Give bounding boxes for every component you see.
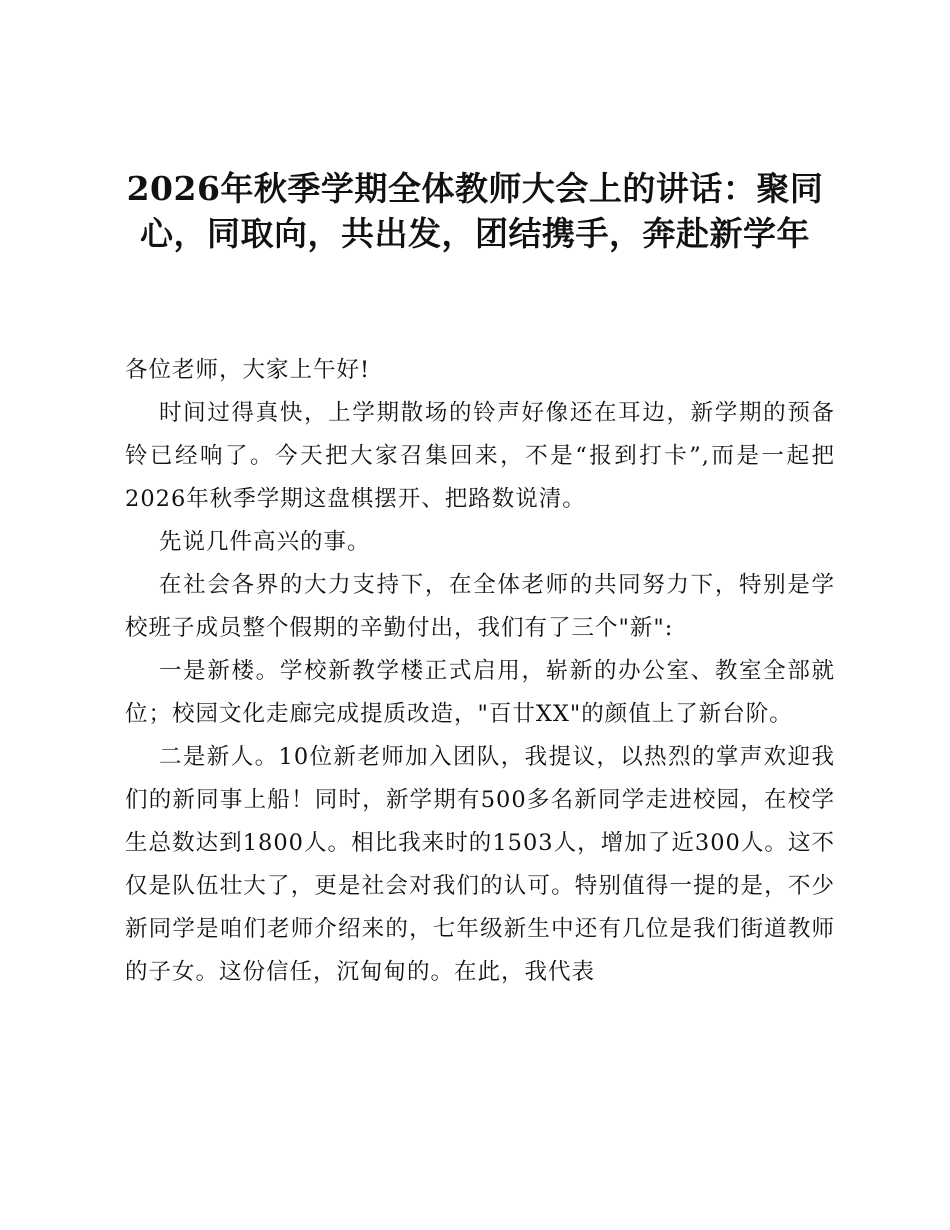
title-line-1: 2026年秋季学期全体教师大会上的讲话：聚同: [126, 169, 824, 208]
document-body: [125, 349, 835, 994]
title-line-2: 心，同取向，共出发，团结携手，奔赴新学年: [140, 214, 810, 253]
paragraph: 在社会各界的大力支持下，在全体老师的共同努力下，特别是学校班子成员整个假期的辛勤付出，我们有了三个"新":: [125, 572, 835, 641]
paragraph: 先说几件高兴的事。: [159, 529, 371, 555]
document-title: [110, 166, 840, 256]
paragraph: 一是新楼。学校新教学楼正式启用，崭新的办公室、教室全部就位；校园文化走廊完成提质改造，"百廿XX"的颜值上了新台阶。: [125, 658, 835, 727]
greeting: 各位老师，大家上午好!: [125, 357, 371, 383]
paragraph: 时间过得真快，上学期散场的铃声好像还在耳边，新学期的预备铃已经响了。今天把大家召集回来，不是“报到打卡”,而是一起把2026年秋季学期这盘棋摆开、把路数说清。: [125, 400, 835, 512]
paragraph: 二是新人。10位新老师加入团队，我提议，以热烈的掌声欢迎我们的新同事上船！同时，新学期有500多名新同学走进校园，在校学生总数达到1800人。相比我来时的1503人，增加了近300人。这不仅是队伍壮大了，更是社会对我们的认可。特别值得一提的是，不少新同学是咱们老师介绍来的，七年级新生中还有几位是我们街道教师的子女。这份信任，沉甸甸的。在此，我代表: [125, 744, 835, 985]
